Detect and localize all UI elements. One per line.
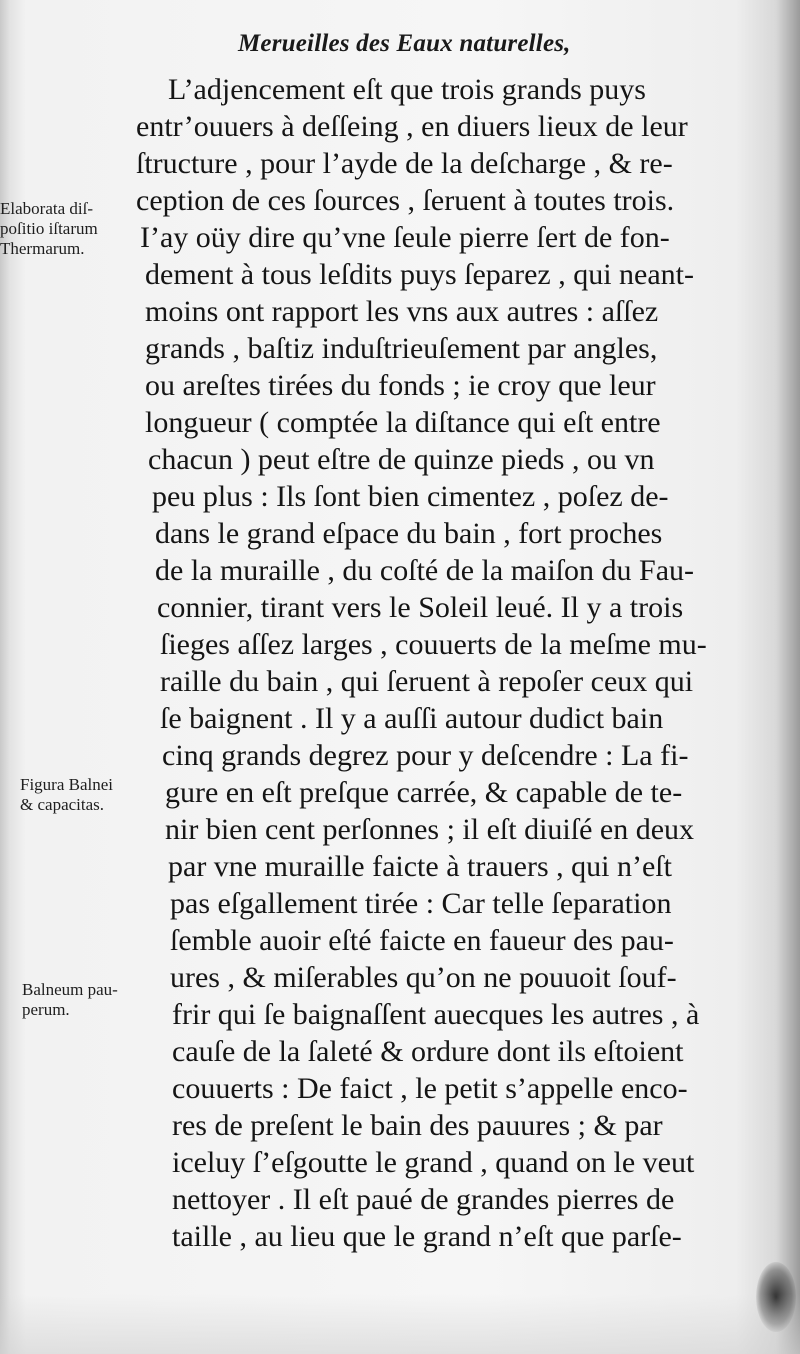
margin-note-line: & capacitas.: [20, 795, 105, 814]
margin-note-line: poſitio iſtarum: [0, 219, 98, 238]
text-line: gure en eſt preſque carrée, & capable de te-: [165, 776, 683, 809]
text-line: I’ay oüy dire qu’vne ſeule pierre ſert de fon-: [140, 221, 670, 254]
text-line: par vne muraille faicte à trauers , qui n’eſt: [168, 850, 672, 883]
text-line: ception de ces ſources , ſeruent à toutes trois.: [136, 184, 675, 217]
ink-smudge: [756, 1262, 796, 1332]
text-line: entr’ouuers à deſſeing , en diuers lieux de leur: [136, 110, 688, 143]
text-line: pas eſgallement tirée : Car telle ſeparation: [170, 887, 672, 920]
text-line: peu plus : Ils ſont bien cimentez , poſez de-: [152, 480, 669, 513]
text-line: res de preſent le bain des pauures ; & par: [172, 1109, 663, 1142]
margin-note-thermarum: [0, 199, 98, 259]
text-line: taille , au lieu que le grand n’eſt que parſe-: [172, 1220, 682, 1253]
margin-note-figura-balnei: [20, 775, 113, 815]
margin-note-line: Figura Balnei: [20, 775, 114, 794]
text-line: iceluy ſ’eſgoutte le grand , quand on le veut: [172, 1146, 695, 1179]
margin-note-line: Balneum pau-: [22, 980, 118, 999]
text-line: L’adjencement eſt que trois grands puys: [168, 73, 646, 106]
running-head: Merueilles des Eaux naturelles,: [238, 30, 571, 57]
text-line: nettoyer . Il eſt paué de grandes pierres de: [172, 1183, 675, 1216]
text-line: ſieges aſſez larges , couuerts de la meſme mu-: [160, 628, 707, 661]
margin-note-balneum-pauperum: [22, 980, 118, 1020]
text-line: cinq grands degrez pour y deſcendre : La fi-: [162, 739, 689, 772]
text-line: ſemble auoir eſté faicte en faueur des pau-: [170, 924, 674, 957]
text-line: cauſe de la ſaleté & ordure dont ils eſtoient: [172, 1035, 684, 1068]
text-line: raille du bain , qui ſeruent à repoſer ceux qui: [160, 665, 694, 698]
margin-note-line: perum.: [22, 1000, 70, 1019]
text-line: longueur ( comptée la diſtance qui eſt entre: [145, 406, 661, 439]
text-line: couuerts : De faict , le petit s’appelle enco-: [172, 1072, 688, 1105]
text-line: ſtructure , pour l’ayde de la deſcharge , & re-: [136, 147, 673, 180]
text-line: grands , baſtiz induſtrieuſement par angles,: [145, 332, 658, 365]
text-line: ou areſtes tirées du fonds ; ie croy que leur: [145, 369, 656, 402]
text-line: ures , & miſerables qu’on ne pouuoit ſouf-: [170, 961, 677, 994]
text-line: dans le grand eſpace du bain , fort proches: [155, 517, 663, 550]
text-line: chacun ) peut eſtre de quinze pieds , ou vn: [148, 443, 655, 476]
margin-note-line: Thermarum.: [0, 239, 85, 258]
margin-note-line: Elaborata diſ-: [0, 199, 93, 218]
text-line: de la muraille , du coſté de la maiſon du Fau-: [155, 554, 695, 587]
text-line: frir qui ſe baignaſſent auecques les autres , à: [172, 998, 700, 1031]
text-line: nir bien cent perſonnes ; il eſt diuiſé en deux: [165, 813, 695, 846]
text-line: dement à tous leſdits puys ſeparez , qui neant-: [145, 258, 695, 291]
text-line: connier, tirant vers le Soleil leué. Il y a trois: [157, 591, 684, 624]
text-line: moins ont rapport les vns aux autres : aſſez: [145, 295, 659, 328]
text-line: ſe baignent . Il y a auſſi autour dudict bain: [160, 702, 664, 735]
